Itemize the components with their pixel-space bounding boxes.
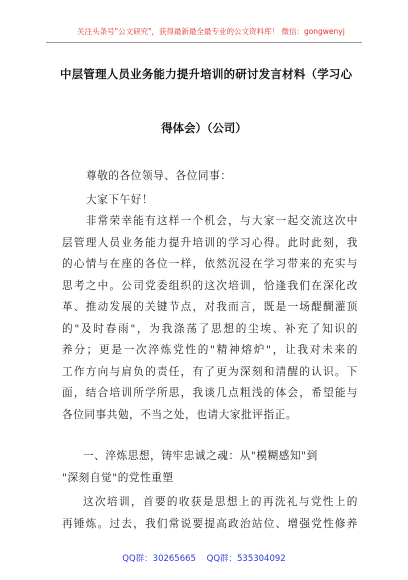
document-title-line1: 中层管理人员业务能力提升培训的研讨发言材料（学习心 bbox=[60, 67, 353, 81]
paragraph-line: 养分；更是一次淬炼党性的"精神熔炉"，让我对未来的 bbox=[62, 344, 358, 356]
document-title-line2: 得体会）（公司） bbox=[161, 121, 247, 135]
paragraph-line: 的心情与在座的各位一样，依然沉浸在学习带来的充实与 bbox=[62, 258, 358, 270]
paragraph-line: 思考之中。公司党委组织的这次培训，恰逢我们在深化改 bbox=[62, 279, 358, 292]
section-heading-line: "深刻自觉"的党性重塑 bbox=[62, 471, 174, 484]
page-header: 关注头条号"公文研究"，获得最新最全最专业的公文资料库！ 微信：gongwenyj bbox=[77, 27, 345, 36]
paragraph-section1 bbox=[62, 492, 358, 535]
paragraph-line: 各位同事共勉，不当之处，也请大家批评指正。 bbox=[62, 408, 298, 421]
section-heading-1 bbox=[62, 446, 358, 489]
paragraph-line: 这次培训，首要的收获是思想上的再洗礼与党性上的 bbox=[83, 496, 358, 508]
paragraph-line: 面，结合培训所学所思，我谈几点粗浅的体会，希望能与 bbox=[62, 387, 358, 399]
section-heading-line: 一、淬炼思想，铸牢忠诚之魂：从"模糊感知"到 bbox=[83, 450, 318, 462]
paragraph-line: 层管理人员业务能力提升培训的学习心得。此时此刻，我 bbox=[62, 236, 358, 249]
greeting-hello: 大家下午好！ bbox=[86, 194, 154, 206]
paragraph-line: 的"及时春雨"，为我涤荡了思想的尘埃、补充了知识的 bbox=[62, 322, 358, 335]
paragraph-line: 再锤炼。过去，我们常说要提高政治站位、增强党性修养 bbox=[62, 517, 358, 530]
footer-qq-group-2: QQ群：535304092 bbox=[206, 554, 286, 564]
greeting-salutation: 尊敬的各位领导、各位同事： bbox=[86, 170, 232, 182]
paragraph-line: 工作方向与肩负的责任，有了更为深刻和清醒的认识。下 bbox=[62, 365, 358, 378]
header-divider bbox=[46, 42, 362, 43]
paragraph-line: 革、推动发展的关键节点，对我而言，既是一场醍醐灌顶 bbox=[62, 301, 358, 313]
footer-qq-group-1: QQ群：30265665 bbox=[122, 554, 196, 564]
paragraph-intro bbox=[62, 211, 358, 426]
page-footer bbox=[0, 552, 408, 564]
paragraph-line: 非常荣幸能有这样一个机会，与大家一起交流这次中 bbox=[62, 215, 358, 227]
